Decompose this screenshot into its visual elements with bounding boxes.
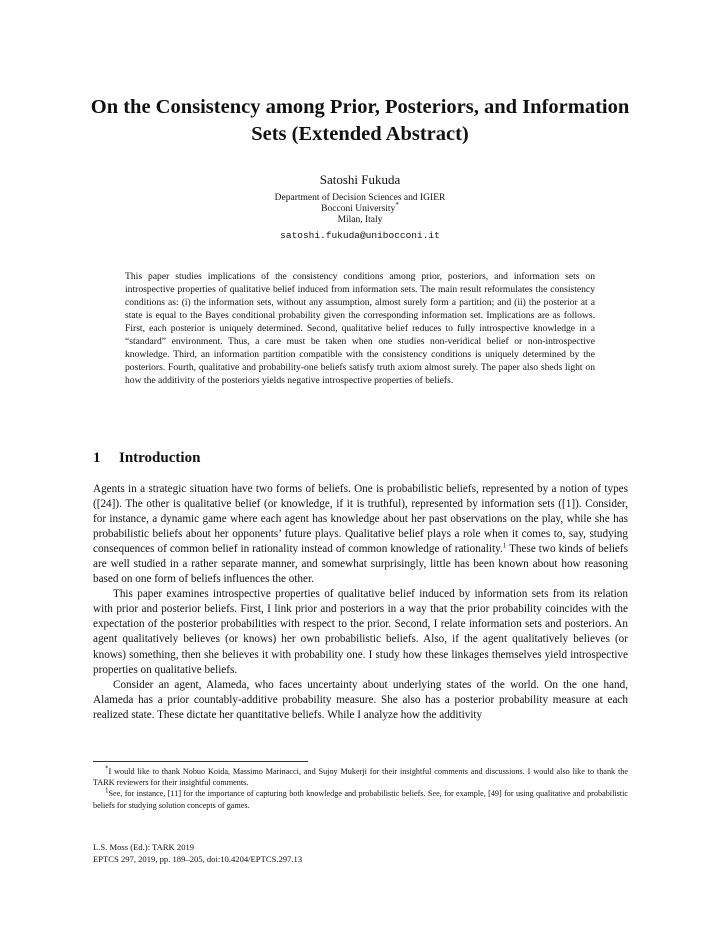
section-heading bbox=[93, 450, 200, 467]
footer-editor-line: L.S. Moss (Ed.): TARK 2019 bbox=[93, 842, 195, 852]
paper-title bbox=[60, 94, 660, 148]
footnote-2: $^1$See, for instance, [11] for the importance of capturing both knowledge and probabilistic beliefs. See, for example, [49] for using qualitative and probabilistic beliefs for studying solution concepts of games. bbox=[93, 786, 628, 810]
section-number: 1 bbox=[93, 450, 101, 466]
author-email[interactable]: satoshi.fukuda@unibocconi.it bbox=[280, 230, 440, 241]
publication-footer bbox=[93, 841, 302, 865]
section-title: Introduction bbox=[119, 450, 201, 466]
affiliation-university: Bocconi University* bbox=[321, 200, 399, 214]
title-line-2: Sets (Extended Abstract) bbox=[251, 123, 469, 145]
footnotes bbox=[93, 766, 628, 811]
body-paragraph-3: Consider an agent, Alameda, who faces uncertainty about underlying states of the world. On the one hand, Alameda has a prior countably-additive probability measure. She also has a posterior probability measure at each realized state. These dictate her quantitative beliefs. While I analyze how the additivity bbox=[93, 678, 628, 721]
footnote-divider bbox=[93, 761, 308, 762]
body-paragraph-2: This paper examines introspective properties of qualitative belief induced by information sets from its relation with prior and posterior beliefs. First, I link prior and posteriors in a way that the prior probability coincides with the expectation of the posterior probabilities with respect to the prior. Second, I relate information sets and posteriors. An agent qualitatively believes (or knows) her own probabilistic beliefs. Also, if the agent qualitatively believes (or knows) something, then she believes it with probability one. I study how these linkages themselves yield introspective properties on qualitative beliefs. bbox=[93, 588, 628, 676]
footnote-1: *I would like to thank Nobuo Koida, Massimo Marinacci, and Sujoy Mukerji for their insightful comments and discussions. I would also like to thank the TARK reviewers for their insightful comments. bbox=[93, 764, 628, 788]
author-affiliation bbox=[60, 193, 660, 226]
body-text bbox=[93, 482, 628, 723]
footer-doi-line: EPTCS 297, 2019, pp. 189–205, doi:10.4204/EPTCS.297.13 bbox=[93, 854, 303, 864]
affiliation-location: Milan, Italy bbox=[337, 215, 383, 225]
footnote-ref-1[interactable]: 1 bbox=[502, 541, 507, 550]
affiliation-footnote-mark: * bbox=[395, 200, 399, 209]
author-name: Satoshi Fukuda bbox=[319, 172, 401, 187]
title-line-1: On the Consistency among Prior, Posteriors, and Information bbox=[90, 96, 630, 118]
affiliation-department: Department of Decision Sciences and IGIER bbox=[274, 193, 446, 203]
body-paragraph-1: Agents in a strategic situation have two forms of beliefs. One is probabilistic beliefs, represented by a notion of types ([24]). The other is qualitative belief (or knowledge, if it is truthful), represented by information sets ([1]). Consider, for instance, a dynamic game where each agent has knowledge about her past observations on the play, while she has probabilistic beliefs about her opponents’ future plays. Qualitative belief plays a role when it comes to, say, studying consequences of common belief in rationality instead of common knowledge of rationality.$^1$ These two kinds of beliefs are well studied in a rather separate manner, and somewhat surprisingly, little has been known about how reasoning based on one form of beliefs influences the other. bbox=[93, 483, 628, 586]
abstract: This paper studies implications of the consistency conditions among prior, posteriors, and information sets on introspective properties of qualitative belief induced from information sets. The main result reformulates the consistency conditions as: (i) the information sets, without any assumption, almost surely form a partition; and (ii) the posterior at a state is equal to the Bayes conditional probability given the corresponding information set. Implications are as follows. First, each posterior is uniquely determined. Second, qualitative belief reduces to fully introspective knowledge in a “standard” environment. Thus, a care must be taken when one studies non-veridical belief or non-introspective knowledge. Third, an information partition compatible with the consistency conditions is uniquely determined by the posteriors. Fourth, qualitative and probability-one beliefs satisfy truth axiom almost surely. The paper also sheds light on how the additivity of the posteriors yields negative introspective properties of beliefs. bbox=[125, 271, 595, 386]
